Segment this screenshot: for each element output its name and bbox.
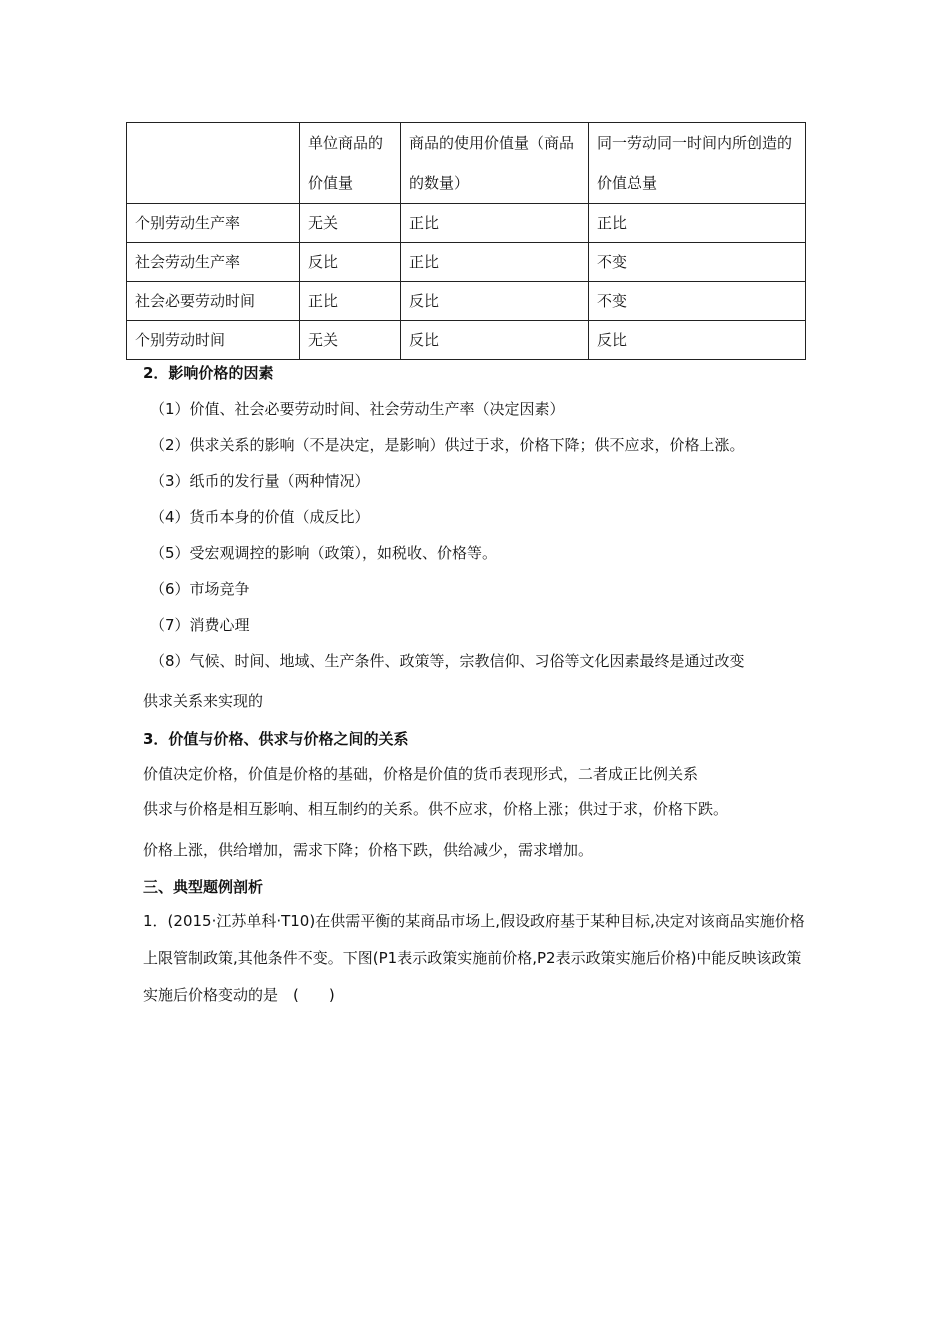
table-cell: 反比 — [589, 321, 806, 360]
table-cell: 无关 — [300, 204, 401, 243]
table-cell: 个别劳动时间 — [127, 321, 300, 360]
list-item: （8）气候、时间、地域、生产条件、政策等，宗教信仰、习俗等文化因素最终是通过改变 — [150, 652, 745, 670]
table-row — [127, 204, 806, 243]
table-cell: 社会必要劳动时间 — [127, 282, 300, 321]
table-cell: 反比 — [401, 282, 589, 321]
productivity-comparison-table — [126, 122, 806, 360]
table-cell: 反比 — [401, 321, 589, 360]
table-header-row — [127, 123, 806, 204]
list-item-continuation: 供求关系来实现的 — [143, 692, 264, 710]
question-text: 1．(2015·江苏单科·T10)在供需平衡的某商品市场上,假设政府基于某种目标,决定对该商品实施价格上限管制政策,其他条件不变。下图(P1表示政策实施前价格,P2表示政策实施后价格)中能反映该政策实施后价格变动的是 ( ) — [143, 912, 805, 1004]
table-cell: 不变 — [589, 282, 806, 321]
table-cell: 反比 — [300, 243, 401, 282]
table-row — [127, 243, 806, 282]
table-header-cell: 同一劳动同一时间内所创造的价值总量 — [589, 123, 806, 204]
table-row — [127, 321, 806, 360]
paragraph-line: 供求与价格是相互影响、相互制约的关系。供不应求，价格上涨；供过于求，价格下跌。 — [143, 800, 729, 818]
section-3-heading: 3．价值与价格、供求与价格之间的关系 — [143, 730, 409, 748]
table-cell: 正比 — [401, 204, 589, 243]
table-cell: 正比 — [401, 243, 589, 282]
table-header-cell: 单位商品的价值量 — [300, 123, 401, 204]
table-header-cell: 商品的使用价值量（商品的数量） — [401, 123, 589, 204]
list-item: （6）市场竞争 — [150, 580, 250, 598]
list-item: （4）货币本身的价值（成反比） — [150, 508, 370, 526]
list-item: （5）受宏观调控的影响（政策），如税收、价格等。 — [150, 544, 498, 562]
section-2-heading: 2．影响价格的因素 — [143, 364, 274, 382]
paragraph-line: 价格上涨，供给增加，需求下降；价格下跌，供给减少，需求增加。 — [143, 841, 594, 859]
list-item: （1）价值、社会必要劳动时间、社会劳动生产率（决定因素） — [150, 400, 565, 418]
table-cell: 不变 — [589, 243, 806, 282]
table-cell: 无关 — [300, 321, 401, 360]
table-cell: 正比 — [300, 282, 401, 321]
table-cell: 社会劳动生产率 — [127, 243, 300, 282]
table-cell: 个别劳动生产率 — [127, 204, 300, 243]
table-row — [127, 282, 806, 321]
part-3-heading: 三、典型题例剖析 — [143, 878, 264, 896]
paragraph-line: 价值决定价格，价值是价格的基础，价格是价值的货币表现形式，二者成正比例关系 — [143, 765, 699, 783]
list-item: （7）消费心理 — [150, 616, 250, 634]
table-header-cell — [127, 123, 300, 204]
table-cell: 正比 — [589, 204, 806, 243]
list-item: （3）纸币的发行量（两种情况） — [150, 472, 370, 490]
list-item: （2）供求关系的影响（不是决定，是影响）供过于求，价格下降；供不应求，价格上涨。 — [150, 436, 745, 454]
